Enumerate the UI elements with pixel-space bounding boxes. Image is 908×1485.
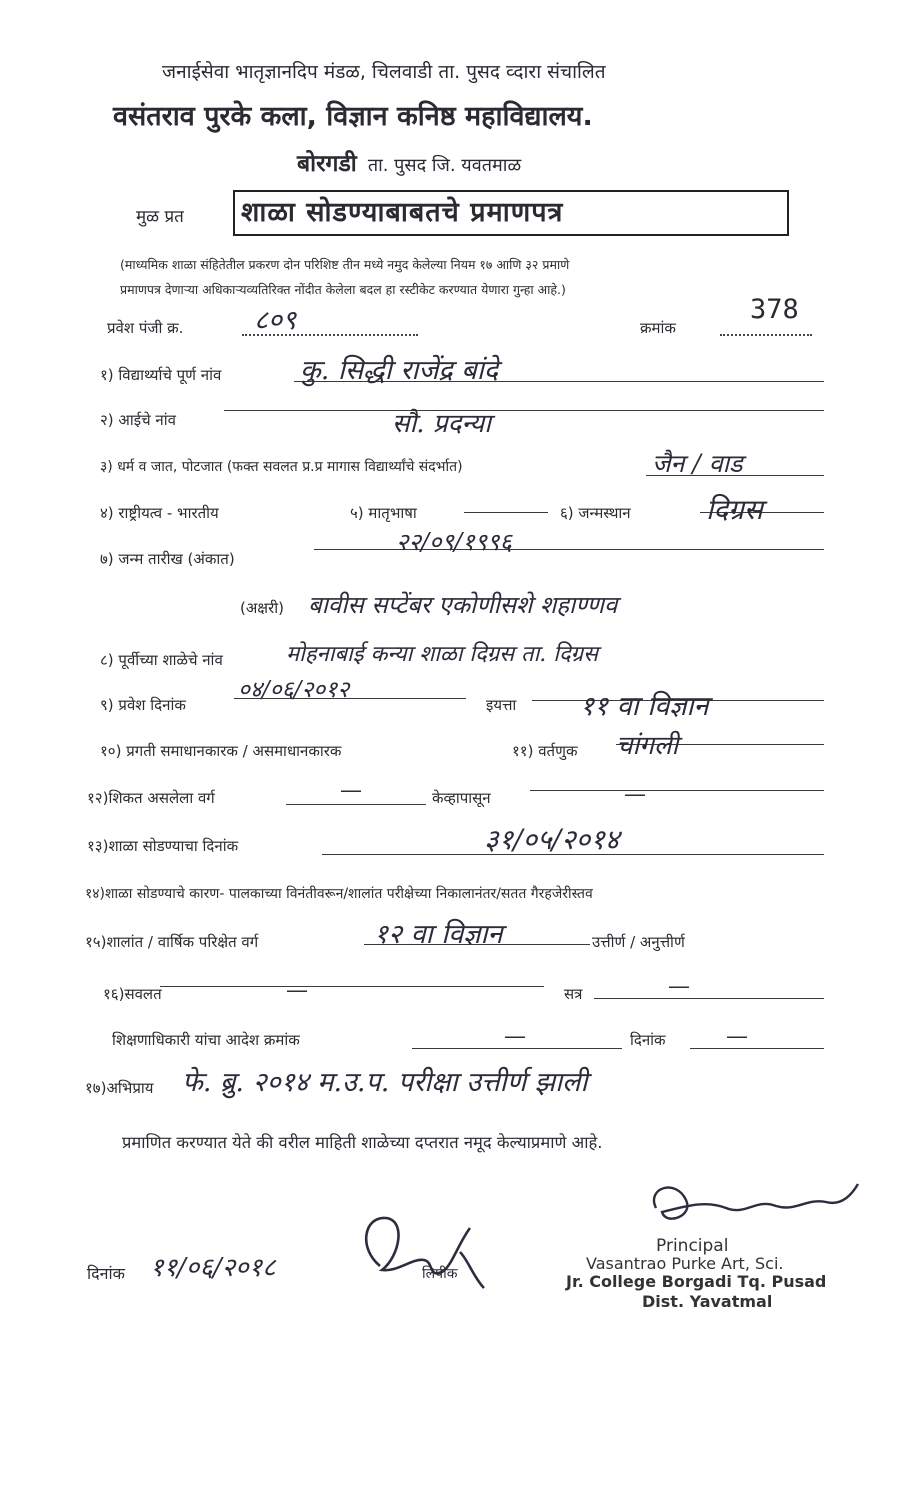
register-label: प्रवेश पंजी क्र. bbox=[107, 319, 184, 337]
field-9-label: ९) प्रवेश दिनांक bbox=[100, 696, 186, 714]
certificate-title: शाळा सोडण्याबाबतचे प्रमाणपत्र bbox=[233, 190, 789, 236]
place-rest: ता. पुसद जि. यवतमाळ bbox=[367, 155, 522, 176]
rule-note-line1: (माध्यमिक शाळा संहितेतील प्रकरण दोन परिशिष्ट तीन मध्ये नमुद केलेल्या नियम १७ आणि ३२ प्रमाणे bbox=[120, 257, 570, 272]
class-label: इयत्ता bbox=[486, 696, 517, 714]
serial-line bbox=[720, 334, 812, 336]
field-4-label: ४) राष्ट्रीयत्व - भारतीय bbox=[100, 504, 219, 522]
field-8-label: ८) पूर्वीच्या शाळेचे नांव bbox=[100, 651, 223, 669]
field-11-value: चांगली bbox=[616, 731, 679, 761]
order-label: शिक्षणाधिकारी यांचा आदेश क्रमांक bbox=[112, 1031, 300, 1049]
field-3-value: जैन / वाड bbox=[652, 449, 743, 478]
rule-note-line2: प्रमाणपत्र देणाऱ्या अधिकाऱ्यव्यतिरिक्त नोंदीत केलेला बदल हा रस्टीकेट करण्यात येणारा गुन्हा आहे.) bbox=[120, 282, 566, 297]
field-12-line bbox=[286, 804, 426, 805]
field-13-value: ३१/०५/२०१४ bbox=[484, 823, 620, 856]
order-value: — bbox=[504, 1024, 526, 1049]
field-6-value: दिग्रस bbox=[706, 493, 763, 526]
field-3-label: ३) धर्म व जात, पोटजात (फक्त सवलत प्र.प्र मागास विद्यार्थ्यांचे संदर्भात) bbox=[100, 459, 463, 475]
field-14-label: १४)शाळा सोडण्याचे कारण- पालकाच्या विनंतीवरून/शालांत परीक्षेच्या निकालानंतर/सतत गैरहजेरीस्तव bbox=[85, 886, 593, 902]
session-label: सत्र bbox=[564, 985, 583, 1003]
society-line: जनाईसेवा भातृज्ञानदिप मंडळ, चिलवाडी ता. पुसद व्दारा संचालित bbox=[162, 61, 606, 83]
field-2-label: २) आईचे नांव bbox=[100, 411, 176, 429]
field-16-label: १६)सवलत bbox=[103, 985, 162, 1003]
field-1-value: कु. सिद्धी राजेंद्र बांदे bbox=[300, 355, 499, 386]
clerk-signature-icon bbox=[352, 1208, 492, 1298]
principal-title: Principal bbox=[656, 1236, 729, 1256]
place-bold: बोरगडी bbox=[297, 151, 357, 177]
field-6-label: ६) जन्मस्थान bbox=[560, 504, 631, 522]
clerk-label: लिपीक bbox=[422, 1266, 458, 1282]
field-12-value: — bbox=[340, 778, 362, 803]
field-16-line bbox=[160, 986, 544, 987]
serial-value: 378 bbox=[750, 294, 799, 325]
field-13-label: १३)शाळा सोडण्याचा दिनांक bbox=[87, 837, 239, 855]
field-15-result: उत्तीर्ण / अनुत्तीर्ण bbox=[592, 933, 685, 951]
class-value: ११ वा विज्ञान bbox=[580, 691, 709, 722]
field-16-value: — bbox=[286, 978, 308, 1003]
session-line bbox=[594, 998, 824, 999]
field-1-label: १) विद्यार्थ्याचे पूर्ण नांव bbox=[100, 366, 222, 384]
field-17-label: १७)अभिप्राय bbox=[85, 1079, 154, 1097]
copy-label: मुळ प्रत bbox=[136, 207, 184, 227]
order-date-value: — bbox=[726, 1024, 748, 1049]
since-line bbox=[530, 790, 824, 791]
field-9-value: ०४/०६/२०१२ bbox=[238, 677, 350, 703]
field-17-value: फे. ब्रु. २०१४ म.उ.प. परीक्षा उत्तीर्ण झाली bbox=[182, 1067, 588, 1098]
issue-date-label: दिनांक bbox=[87, 1264, 125, 1283]
field-2-value: सौ. प्रदन्या bbox=[392, 409, 491, 439]
college-name: वसंतराव पुरके कला, विज्ञान कनिष्ठ महाविद्यालय. bbox=[113, 101, 593, 132]
field-7-words-value: बावीस सप्टेंबर एकोणीसशे शहाण्णव bbox=[308, 591, 618, 619]
stamp-line-3: Dist. Yavatmal bbox=[642, 1292, 773, 1311]
since-value: — bbox=[624, 782, 646, 807]
field-7-value: २२/०९/१९९६ bbox=[396, 528, 513, 556]
field-15-value: १२ वा विज्ञान bbox=[374, 919, 503, 950]
serial-label: क्रमांक bbox=[640, 319, 676, 337]
session-value: — bbox=[668, 974, 690, 999]
field-15-label: १५)शालांत / वार्षिक परिक्षेत वर्ग bbox=[85, 933, 259, 951]
college-place bbox=[297, 146, 521, 178]
field-8-value: मोहनाबाई कन्या शाळा दिग्रस ता. दिग्रस bbox=[286, 642, 598, 667]
issue-date-value: ११/०६/२०१८ bbox=[150, 1253, 276, 1283]
principal-signature-icon bbox=[636, 1178, 866, 1238]
field-7-words-label: (अक्षरी) bbox=[240, 599, 284, 617]
order-date-line bbox=[690, 1048, 824, 1049]
stamp-line-1: Vasantrao Purke Art, Sci. bbox=[586, 1254, 784, 1273]
field-11-label: ११) वर्तणुक bbox=[512, 742, 578, 760]
since-label: केव्हापासून bbox=[432, 789, 491, 807]
order-date-label: दिनांक bbox=[630, 1031, 666, 1049]
field-2-line bbox=[224, 410, 824, 411]
field-5-label: ५) मातृभाषा bbox=[350, 504, 417, 522]
field-7-line bbox=[314, 549, 824, 550]
certification-text: प्रमाणित करण्यात येते की वरील माहिती शाळेच्या दप्तरात नमूद केल्याप्रमाणे आहे. bbox=[122, 1133, 603, 1152]
field-5-line bbox=[464, 512, 548, 513]
field-12-label: १२)शिकत असलेला वर्ग bbox=[87, 789, 215, 807]
stamp-line-2: Jr. College Borgadi Tq. Pusad bbox=[566, 1272, 827, 1291]
field-10-label: १०) प्रगती समाधानकारक / असमाधानकारक bbox=[100, 742, 342, 760]
register-value: ८०९ bbox=[254, 305, 297, 336]
field-7-label: ७) जन्म तारीख (अंकात) bbox=[100, 550, 235, 568]
